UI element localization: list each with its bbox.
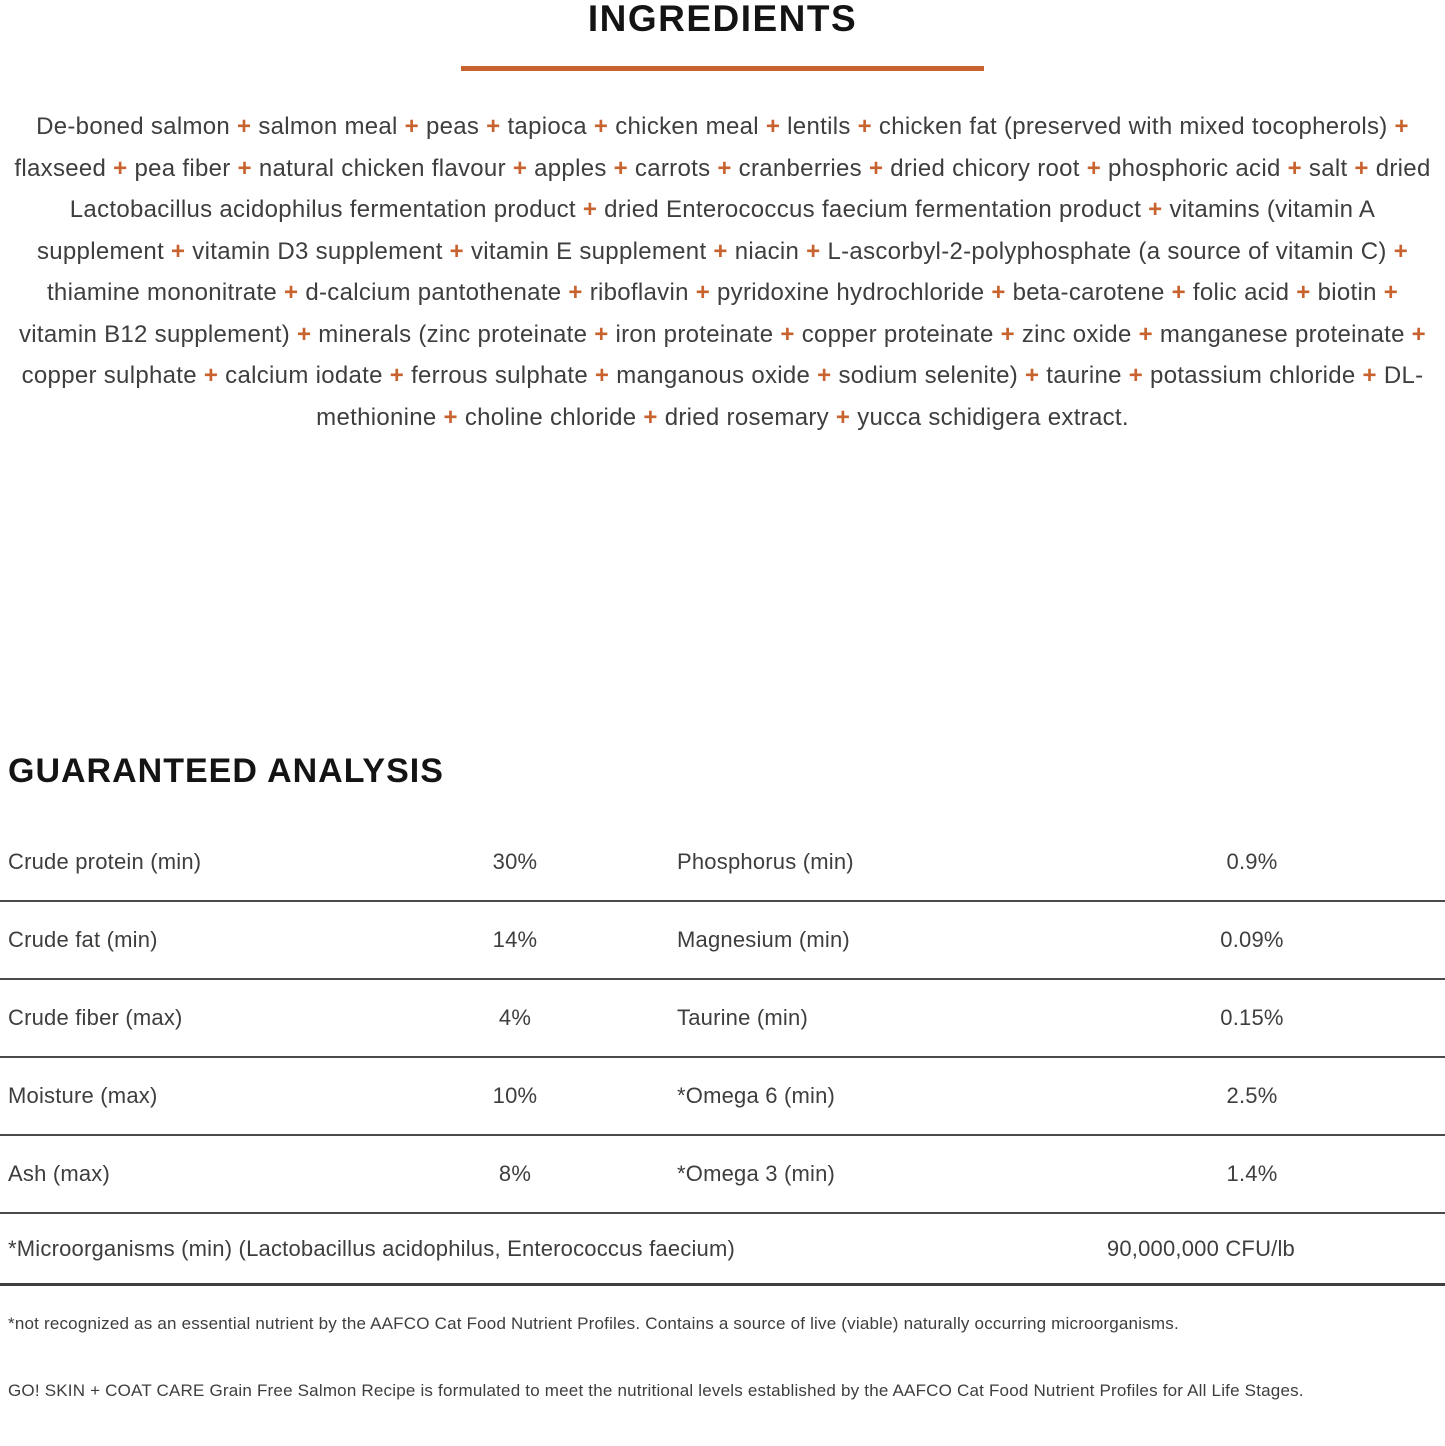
plus-separator: + (505, 154, 535, 182)
plus-separator: + (230, 154, 259, 182)
plus-separator: + (1289, 279, 1318, 306)
ingredient-item: copper proteinate (801, 320, 994, 348)
plus-separator: + (290, 320, 319, 348)
table-row (0, 980, 1445, 1058)
plus-separator: + (1387, 113, 1409, 140)
ingredient-item: DL-methionine (316, 362, 1424, 431)
footnote-formulation-statement: GO! SKIN + COAT CARE Grain Free Salmon Recipe is formulated to meet the nutritional levels established by the AAFCO Cat Food Nutrient Profiles for All Life Stages. (8, 1381, 1304, 1400)
ingredient-item: salmon meal (258, 113, 398, 140)
nutrient-value: 14% (492, 927, 538, 952)
table-row (0, 824, 1445, 902)
guaranteed-analysis-heading: GUARANTEED ANALYSIS (8, 752, 444, 790)
plus-separator: + (1280, 154, 1309, 182)
ingredient-item: manganese proteinate (1159, 320, 1405, 348)
ingredient-item: phosphoric acid (1108, 154, 1281, 182)
ingredient-item: lentils (787, 113, 851, 140)
plus-separator: + (587, 320, 616, 348)
ingredient-item: riboflavin (589, 279, 689, 306)
ingredient-item: minerals (zinc proteinate (318, 320, 588, 348)
ingredient-item: cranberries (738, 154, 862, 182)
plus-separator: + (575, 196, 605, 223)
ingredient-item: manganous oxide (616, 362, 811, 389)
plus-separator: + (230, 113, 259, 140)
plus-separator: + (1376, 279, 1399, 306)
ingredient-item: salt (1308, 154, 1348, 182)
table-row (0, 902, 1445, 980)
ingredient-item: chicken fat (preserved with mixed tocopherols) (878, 113, 1388, 140)
ingredient-item: dried rosemary (664, 403, 829, 431)
plus-separator: + (1404, 320, 1427, 348)
plus-separator: + (1018, 362, 1047, 389)
ingredient-item: De-boned salmon (36, 113, 231, 140)
plus-separator: + (799, 237, 828, 265)
ingredient-item: pea fiber (134, 154, 231, 182)
plus-separator: + (606, 154, 635, 182)
plus-separator: + (706, 237, 735, 265)
plus-separator: + (561, 279, 590, 306)
nutrient-label: Crude protein (min) (8, 849, 202, 874)
ingredient-item: niacin (734, 237, 800, 265)
guaranteed-analysis-section (0, 752, 1445, 1404)
nutrient-value: 8% (498, 1161, 532, 1186)
nutrient-label: *Omega 6 (min) (677, 1083, 836, 1108)
ingredient-item: dried Lactobacillus acidophilus fermentation product (69, 154, 1431, 223)
plus-separator: + (862, 154, 891, 182)
plus-separator: + (984, 279, 1013, 306)
nutrient-value: 4% (498, 1005, 532, 1030)
nutrient-value: 10% (492, 1083, 538, 1108)
ingredient-item: vitamin B12 supplement) (18, 320, 291, 348)
ingredient-item: taurine (1046, 362, 1122, 389)
nutrient-value: 1.4% (1226, 1161, 1278, 1186)
ingredient-item: flaxseed (14, 154, 107, 182)
ingredients-title: INGREDIENTS (587, 0, 858, 39)
plus-separator: + (1386, 237, 1409, 265)
table-row (0, 1058, 1445, 1136)
nutrient-value: 30% (492, 849, 538, 874)
ingredient-item: natural chicken flavour (258, 154, 506, 182)
nutrient-label: Phosphorus (min) (677, 849, 854, 874)
plus-separator: + (587, 362, 617, 389)
ingredient-item: tapioca (507, 113, 587, 140)
nutrient-label: Taurine (min) (677, 1005, 808, 1030)
plus-separator: + (382, 362, 412, 389)
ingredient-item: copper sulphate (21, 362, 197, 389)
footnote-aafco-nutrient: *not recognized as an essential nutrient by the AAFCO Cat Food Nutrient Profiles. Contains a source of live (viable) naturally occurring microorganisms. (8, 1314, 1179, 1333)
ingredient-item: chicken meal (615, 113, 759, 140)
plus-separator: + (1079, 154, 1109, 182)
ingredient-item: apples (534, 154, 607, 182)
ingredient-item: dried Enterococcus faecium fermentation product (604, 196, 1142, 223)
plus-separator: + (810, 362, 839, 389)
ingredient-item: vitamin D3 supplement (192, 237, 443, 265)
microorganisms-value: 90,000,000 CFU/lb (1106, 1235, 1295, 1261)
ingredient-item: yucca schidigera extract. (857, 403, 1129, 431)
plus-separator: + (436, 403, 465, 431)
ingredient-item: pyridoxine hydrochloride (717, 279, 985, 306)
plus-separator: + (773, 320, 802, 348)
ingredient-item: thiamine mononitrate (46, 279, 278, 306)
nutrient-value: 0.09% (1220, 927, 1284, 952)
ingredient-item: carrots (634, 154, 711, 182)
plus-separator: + (828, 403, 858, 431)
nutrient-value: 0.15% (1220, 1005, 1284, 1030)
ingredient-item: d-calcium pantothenate (305, 279, 562, 306)
microorganisms-label: *Microorganisms (min) (Lactobacillus acidophilus, Enterococcus faecium) (8, 1235, 736, 1261)
plus-separator: + (196, 362, 226, 389)
ingredient-item: sodium selenite) (838, 362, 1019, 389)
ingredient-item: zinc oxide (1021, 320, 1132, 348)
plus-separator: + (479, 113, 508, 140)
nutrient-label: *Omega 3 (min) (677, 1161, 836, 1186)
plus-separator: + (277, 279, 306, 306)
ingredient-item: peas (425, 113, 480, 140)
ingredient-item: vitamin E supplement (470, 237, 707, 265)
ingredient-item: calcium iodate (225, 362, 383, 389)
accent-divider (461, 66, 984, 71)
table-row-microorganisms (0, 1214, 1445, 1286)
plus-separator: + (850, 113, 879, 140)
plus-separator: + (636, 403, 665, 431)
ingredients-text (0, 106, 1445, 438)
ingredient-item: vitamins (vitamin A supplement (36, 196, 1376, 265)
plus-separator: + (1164, 279, 1193, 306)
plus-separator: + (710, 154, 739, 182)
plus-separator: + (1131, 320, 1160, 348)
nutrient-value: 2.5% (1226, 1083, 1278, 1108)
plus-separator: + (442, 237, 471, 265)
nutrient-label: Moisture (max) (8, 1083, 158, 1108)
nutrient-label: Ash (max) (8, 1161, 111, 1186)
nutrient-label: Magnesium (min) (677, 927, 850, 952)
nutrient-label: Crude fiber (max) (8, 1005, 183, 1030)
plus-separator: + (164, 237, 193, 265)
plus-separator: + (993, 320, 1022, 348)
plus-separator: + (397, 113, 426, 140)
plus-separator: + (106, 154, 135, 182)
nutrient-value: 0.9% (1226, 849, 1278, 874)
nutrient-label: Crude fat (min) (8, 927, 158, 952)
plus-separator: + (1355, 362, 1384, 389)
plus-separator: + (1141, 196, 1170, 223)
plus-separator: + (586, 113, 616, 140)
ingredient-item: dried chicory root (890, 154, 1080, 182)
ingredient-item: choline chloride (464, 403, 637, 431)
guaranteed-analysis-table (0, 824, 1445, 1214)
ingredient-item: iron proteinate (615, 320, 774, 348)
table-row (0, 1136, 1445, 1214)
ingredient-item: potassium chloride (1150, 362, 1356, 389)
ingredient-item: L-ascorbyl-2-polyphosphate (a source of vitamin C) (827, 237, 1387, 265)
plus-separator: + (1121, 362, 1151, 389)
ingredient-item: beta-carotene (1012, 279, 1165, 306)
plus-separator: + (688, 279, 718, 306)
ingredient-item: folic acid (1192, 279, 1290, 306)
plus-separator: + (1347, 154, 1376, 182)
ingredient-item: ferrous sulphate (411, 362, 588, 389)
ingredient-item: biotin (1317, 279, 1377, 306)
plus-separator: + (758, 113, 788, 140)
